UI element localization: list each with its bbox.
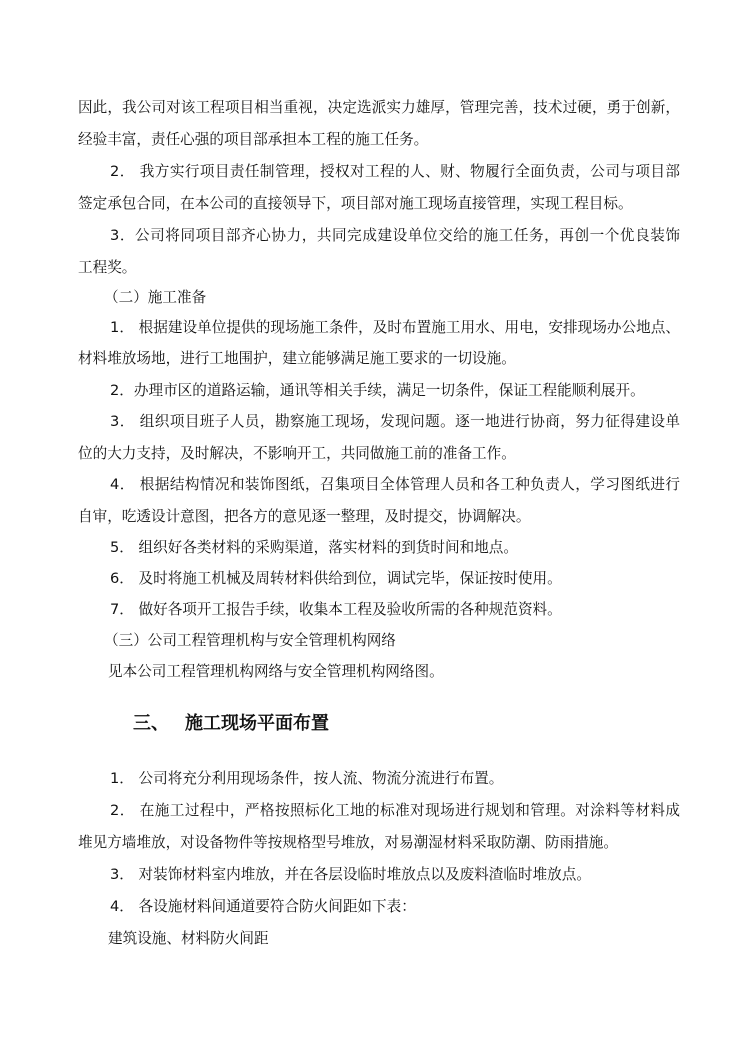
subsection-heading: （三）公司工程管理机构与安全管理机构网络 xyxy=(104,632,396,649)
paragraph-line: 工程奖。 xyxy=(78,259,137,276)
paragraph-line: 堆见方墙堆放，对设备物件等按规格型号堆放，对易潮湿材料采取防潮、防雨措施。 xyxy=(78,834,618,851)
paragraph-line: 3． 对装饰材料室内堆放，并在各层设临时堆放点以及废料渣临时堆放点。 xyxy=(110,866,591,883)
paragraph-line: 材料堆放场地，进行工地围护，建立能够满足施工要求的一切设施。 xyxy=(78,350,516,367)
paragraph-line: 2． 我方实行项目责任制管理，授权对工程的人、财、物履行全面负责，公司与项目部 xyxy=(110,163,680,180)
paragraph-line: 1． 公司将充分利用现场条件，按人流、物流分流进行布置。 xyxy=(110,770,504,787)
section-heading: 施工现场平面布置 xyxy=(185,713,329,734)
paragraph-line: 签定承包合同，在本公司的直接领导下，项目部对施工现场直接管理，实现工程目标。 xyxy=(78,195,633,212)
paragraph-line: 4． 根据结构情况和装饰图纸，召集项目全体管理人员和各工种负责人，学习图纸进行 xyxy=(110,476,680,493)
paragraph-line: 自审，吃透设计意图，把各方的意见逐一整理，及时提交，协调解决。 xyxy=(78,508,531,525)
paragraph-line: 6． 及时将施工机械及周转材料供给到位，调试完毕，保证按时使用。 xyxy=(110,570,562,587)
paragraph-line: 3．公司将同项目部齐心协力，共同完成建设单位交给的施工任务，再创一个优良装饰 xyxy=(110,227,680,244)
paragraph-line: 经验丰富，责任心强的项目部承担本工程的施工任务。 xyxy=(78,131,429,148)
section-number: 三、 xyxy=(133,713,169,734)
paragraph-line: 4． 各设施材料间通道要符合防火间距如下表： xyxy=(110,898,416,915)
paragraph-line: 因此，我公司对该工程项目相当重视，决定选派实力雄厚，管理完善，技术过硬，勇于创新， xyxy=(78,99,680,116)
paragraph-line: 5． 组织好各类材料的采购渠道，落实材料的到货时间和地点。 xyxy=(110,539,518,556)
paragraph-line: 位的大力支持，及时解决，不影响开工，共同做施工前的准备工作。 xyxy=(78,445,516,462)
paragraph-line: 3． 组织项目班子人员，勘察施工现场，发现问题。逐一地进行协商，努力征得建设单 xyxy=(110,413,680,430)
paragraph-line: 2．办理市区的道路运输，通讯等相关手续，满足一切条件，保证工程能顺利展开。 xyxy=(110,382,645,399)
paragraph-line: 1． 根据建设单位提供的现场施工条件，及时布置施工用水、用电，安排现场办公地点、 xyxy=(110,319,680,336)
subsection-heading: （二）施工准备 xyxy=(104,289,207,306)
paragraph-line: 见本公司工程管理机构网络与安全管理机构网络图。 xyxy=(108,663,444,680)
table-caption: 建筑设施、材料防火间距 xyxy=(108,930,269,947)
paragraph-line: 2． 在施工过程中，严格按照标化工地的标准对现场进行规划和管理。对涂料等材料成 xyxy=(110,802,680,819)
paragraph-line: 7． 做好各项开工报告手续，收集本工程及验收所需的各种规范资料。 xyxy=(110,601,562,618)
